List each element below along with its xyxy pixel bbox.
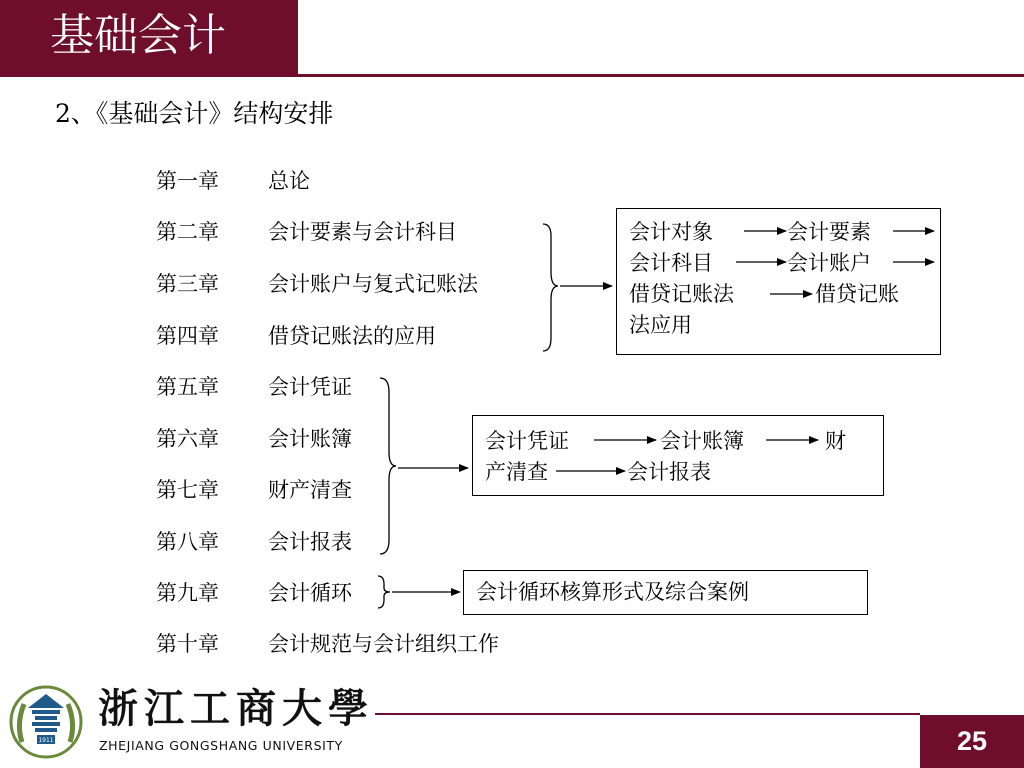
chapter-number: 第七章 bbox=[156, 478, 219, 502]
brace-2 bbox=[380, 378, 396, 554]
flow-term: 会计科目 bbox=[629, 251, 713, 275]
chapter-name: 会计凭证 bbox=[268, 375, 352, 399]
logo-name-english: ZHEJIANG GONGSHANG UNIVERSITY bbox=[99, 738, 343, 753]
chapter-number: 第一章 bbox=[156, 169, 219, 193]
flow-term: 产清查 bbox=[485, 460, 548, 484]
flow-term: 借贷记账法 bbox=[629, 282, 734, 306]
chapter-name: 财产清查 bbox=[268, 478, 352, 502]
flow-term: 法应用 bbox=[629, 313, 692, 337]
logo-name-chinese: 浙江工商大學 bbox=[98, 685, 374, 732]
chapter-name: 会计规范与会计组织工作 bbox=[268, 632, 499, 656]
chapter-name: 会计账簿 bbox=[268, 427, 352, 451]
university-emblem-icon bbox=[8, 682, 84, 760]
chapter-number: 第二章 bbox=[156, 220, 219, 244]
chapter-name: 会计账户与复式记账法 bbox=[268, 272, 478, 296]
logo-year: 1911 bbox=[38, 737, 54, 744]
chapter-number: 第十章 bbox=[156, 632, 219, 656]
flow-term: 会计账户 bbox=[787, 251, 871, 275]
section-heading: 2、《基础会计》结构安排 bbox=[55, 99, 334, 128]
chapter-number: 第六章 bbox=[156, 427, 219, 451]
footer-rule bbox=[375, 713, 920, 715]
flow-term: 会计要素 bbox=[787, 220, 871, 244]
chapter-name: 会计报表 bbox=[268, 530, 352, 554]
flow-term: 会计账簿 bbox=[660, 429, 744, 453]
chapter-name: 会计要素与会计科目 bbox=[268, 220, 457, 244]
brace-3 bbox=[378, 576, 390, 608]
flow-term: 会计对象 bbox=[629, 220, 713, 244]
chapter-name: 借贷记账法的应用 bbox=[268, 324, 436, 348]
chapter-number: 第八章 bbox=[156, 530, 219, 554]
flow-term: 会计凭证 bbox=[485, 429, 569, 453]
brace-1 bbox=[543, 224, 558, 351]
chapter-number: 第四章 bbox=[156, 324, 219, 348]
page-number-box bbox=[920, 715, 1024, 768]
flow-term: 借贷记账 bbox=[815, 282, 899, 306]
chapter-name: 会计循环 bbox=[268, 581, 352, 605]
flow-term: 会计循环核算形式及综合案例 bbox=[476, 580, 749, 604]
chapter-name: 总论 bbox=[268, 169, 310, 193]
flow-term: 财 bbox=[825, 429, 846, 453]
chapter-number: 第九章 bbox=[156, 581, 219, 605]
flow-term: 会计报表 bbox=[627, 460, 711, 484]
university-logo bbox=[0, 676, 375, 768]
slide-title: 基础会计 bbox=[50, 10, 226, 61]
page-number: 25 bbox=[956, 726, 988, 756]
chapter-number: 第三章 bbox=[156, 272, 219, 296]
chapter-number: 第五章 bbox=[156, 375, 219, 399]
